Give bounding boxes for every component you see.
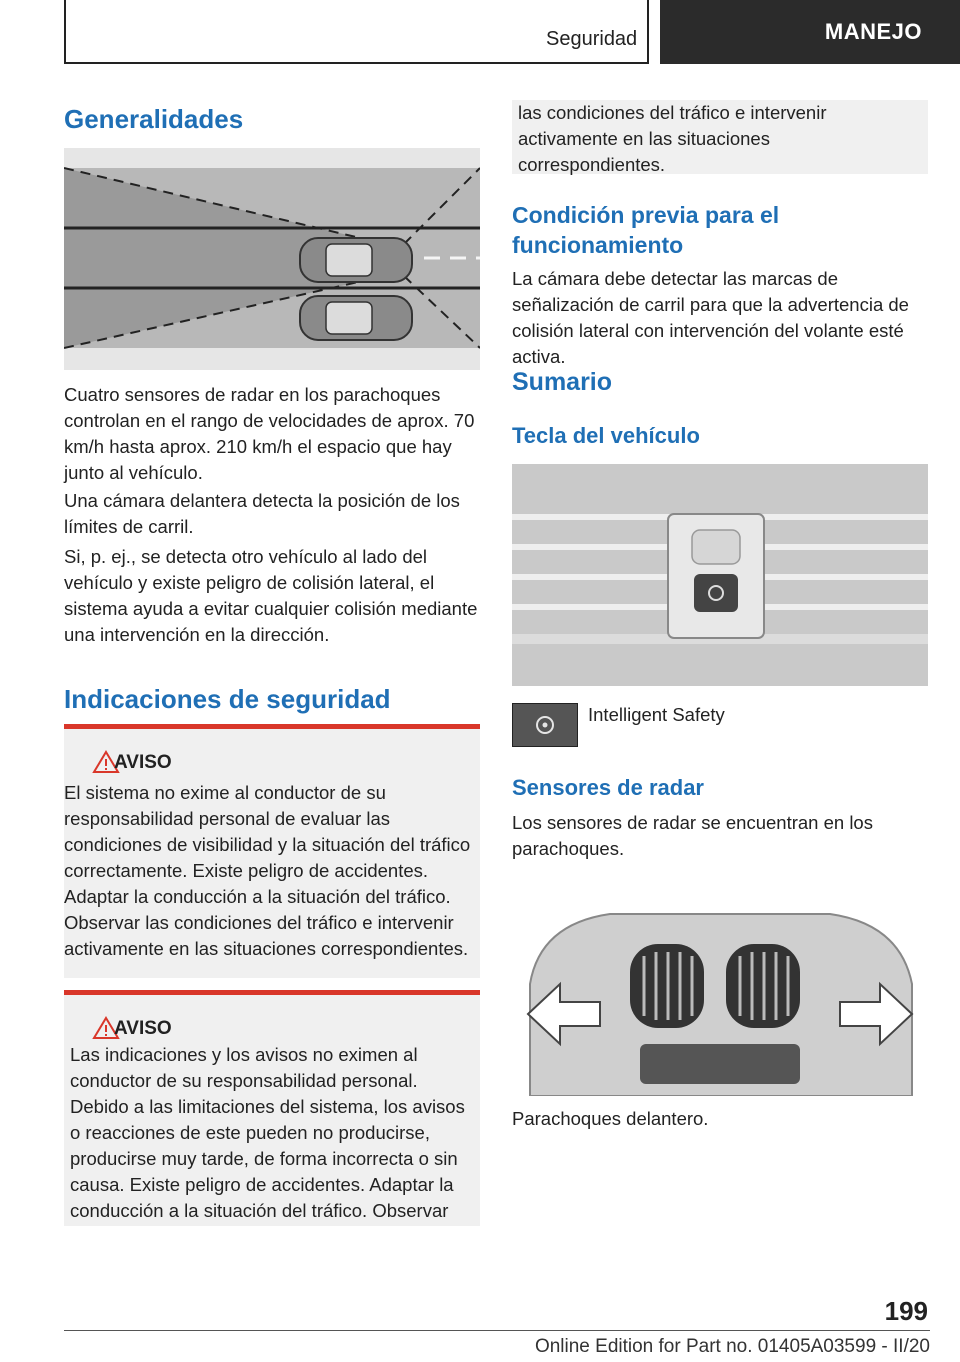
intelligent-safety-button-icon — [512, 703, 578, 747]
warning-label: AVISO — [114, 752, 172, 773]
console-illustration — [512, 464, 928, 686]
header-section: Seguridad — [546, 28, 638, 50]
footer-edition: Online Edition for Part no. 01405A03599 - II/20 — [534, 1336, 930, 1357]
header-chapter-tab — [660, 0, 960, 64]
warning-box-2 — [64, 990, 480, 1226]
warning-continued-text: las condiciones del tráfico e intervenir activamente en las situaciones correspondientes. — [518, 102, 827, 175]
vehicle-button-image — [512, 464, 928, 686]
warning-text: El sistema no exime al conductor de su responsabilidad personal de evaluar las condiciones de visibilidad y la situación del tráfico correctamente. Existe peligro de accidentes. Adaptar la conducción a la situación del tráfico. Observar las condiciones del tráfico e intervenir activamente en las situaciones correspondientes. — [64, 782, 471, 959]
lane-diagram-image — [64, 148, 480, 370]
warning-bar — [64, 724, 480, 729]
footer-divider — [64, 1330, 930, 1331]
car-front-illustration — [520, 874, 920, 1096]
bumper-image — [520, 874, 920, 1096]
title-prerequisite: Condición previa para el funcionamiento — [512, 202, 780, 258]
button-label: Intelligent Safety — [588, 704, 725, 725]
warning-bar — [64, 990, 480, 995]
paragraph-prerequisite: La cámara debe detectar las marcas de señalización de carril para que la advertencia de colisión lateral con intervención del volante esté activa. — [512, 268, 909, 367]
paragraph-collision: Si, p. ej., se detecta otro vehículo al lado del vehículo y existe peligro de colisión lateral, el sistema ayuda a evitar cualquier colisión mediante una intervención en la dirección. — [64, 546, 478, 645]
caption-front-bumper: Parachoques delantero. — [512, 1108, 709, 1129]
title-overview: Sumario — [512, 368, 613, 396]
warning-box-1 — [64, 724, 480, 978]
paragraph-camera: Una cámara delantera detecta la posición de los límites de carril. — [64, 490, 460, 537]
button-symbol-icon — [513, 704, 577, 746]
header-chapter: MANEJO — [824, 19, 922, 44]
warning-text: Las indicaciones y los avisos no eximen al conductor de su responsabilidad personal. Debido a las limitaciones del sistema, los avisos o reacciones de este pueden no producirse, producirse muy tarde, de forma incorrecta o sin causa. Existe peligro de accidentes. Adaptar la conducción a la situación del tráfico. Observar — [70, 1044, 465, 1221]
lane-diagram-illustration — [64, 148, 480, 370]
paragraph-radar-sensors: Cuatro sensores de radar en los parachoques controlan en el rango de velocidades de aprox. 70 km/h hasta aprox. 210 km/h el espacio que hay junto al vehículo. — [64, 384, 475, 483]
paragraph-radar-location: Los sensores de radar se encuentran en los parachoques. — [512, 812, 873, 859]
warning-label: AVISO — [114, 1018, 172, 1039]
title-generalidades: Generalidades — [64, 104, 244, 134]
page-number: 199 — [884, 1296, 928, 1326]
title-radar-sensors: Sensores de radar — [512, 775, 704, 800]
warning-continued-box — [512, 100, 928, 174]
title-safety: Indicaciones de seguridad — [64, 684, 391, 714]
title-vehicle-button: Tecla del vehículo — [512, 423, 700, 448]
